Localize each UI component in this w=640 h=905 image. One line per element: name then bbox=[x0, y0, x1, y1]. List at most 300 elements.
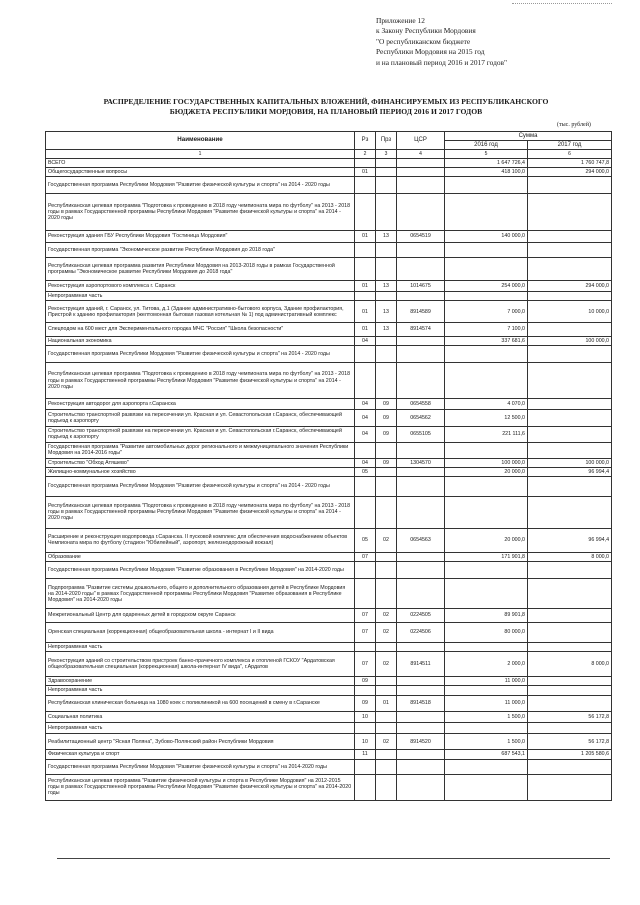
row-rz: 05 bbox=[355, 528, 376, 552]
table-row bbox=[46, 323, 612, 336]
row-value-2017 bbox=[528, 231, 612, 242]
row-prz bbox=[376, 642, 397, 651]
row-name: Непрограммная часть bbox=[46, 292, 355, 301]
row-prz: 13 bbox=[376, 323, 397, 336]
row-rz bbox=[355, 442, 376, 458]
row-rz bbox=[355, 477, 376, 496]
row-rz bbox=[355, 242, 376, 257]
header-prz: Прз bbox=[376, 132, 397, 150]
units-label: (тыс. рублей) bbox=[557, 122, 591, 128]
table-row bbox=[46, 468, 612, 477]
row-value-2017: 56 172,8 bbox=[528, 711, 612, 722]
row-value-2017 bbox=[528, 579, 612, 609]
column-number: 5 bbox=[445, 150, 528, 158]
row-rz: 01 bbox=[355, 231, 376, 242]
table-row bbox=[46, 336, 612, 345]
row-value-2016: 1 500,0 bbox=[445, 734, 528, 750]
row-csr bbox=[397, 579, 445, 609]
header-2016: 2016 год bbox=[445, 141, 528, 150]
row-value-2016: 11 000,0 bbox=[445, 677, 528, 686]
row-name: Республиканская клиническая больница на 1080 коек с поликлиникой на 600 посещений в смену в г.Саранске bbox=[46, 695, 355, 711]
table-row bbox=[46, 750, 612, 759]
row-name: Общегосударственные вопросы bbox=[46, 167, 355, 176]
table-row bbox=[46, 280, 612, 291]
row-csr: 0654519 bbox=[397, 231, 445, 242]
row-value-2016: 171 901,8 bbox=[445, 552, 528, 561]
row-csr bbox=[397, 176, 445, 193]
row-rz: 01 bbox=[355, 323, 376, 336]
row-value-2017: 10 000,0 bbox=[528, 301, 612, 323]
row-prz bbox=[376, 774, 397, 800]
row-value-2016 bbox=[445, 345, 528, 362]
row-rz: 04 bbox=[355, 399, 376, 410]
row-csr bbox=[397, 552, 445, 561]
row-value-2017 bbox=[528, 477, 612, 496]
row-name: Реабилитационный центр "Ясная Поляна", Зубово-Полянский район Республики Мордовия bbox=[46, 734, 355, 750]
row-value-2017 bbox=[528, 496, 612, 528]
row-prz: 13 bbox=[376, 280, 397, 291]
row-rz bbox=[355, 292, 376, 301]
row-rz: 04 bbox=[355, 458, 376, 467]
table-row bbox=[46, 363, 612, 399]
row-value-2017 bbox=[528, 774, 612, 800]
header-rz: Рз bbox=[355, 132, 376, 150]
row-name: Непрограммная часть bbox=[46, 722, 355, 733]
corner-dotted-mark bbox=[512, 3, 612, 4]
row-value-2016: 20 000,0 bbox=[445, 528, 528, 552]
title-line: БЮДЖЕТА РЕСПУБЛИКИ МОРДОВИЯ, НА ПЛАНОВЫЙ ПЕРИОД 2016 И 2017 ГОДОВ bbox=[169, 106, 483, 116]
row-name: Межрегиональный Центр для одаренных детей в городском округе Саранск bbox=[46, 609, 355, 622]
row-csr bbox=[397, 158, 445, 167]
row-value-2017: 100 000,0 bbox=[528, 336, 612, 345]
row-prz bbox=[376, 750, 397, 759]
row-csr bbox=[397, 496, 445, 528]
row-value-2017 bbox=[528, 176, 612, 193]
row-prz bbox=[376, 336, 397, 345]
row-value-2016: 7 100,0 bbox=[445, 323, 528, 336]
header-name: Наименование bbox=[46, 132, 355, 150]
row-prz bbox=[376, 194, 397, 231]
header-2017: 2017 год bbox=[528, 141, 612, 150]
row-csr bbox=[397, 345, 445, 362]
appendix-note bbox=[376, 16, 507, 68]
row-prz bbox=[376, 759, 397, 774]
row-rz: 04 bbox=[355, 336, 376, 345]
column-number: 1 bbox=[46, 150, 355, 158]
row-value-2016: 12 500,0 bbox=[445, 410, 528, 426]
row-value-2016 bbox=[445, 759, 528, 774]
table-row bbox=[46, 609, 612, 622]
row-name: Подпрограмма "Развитие системы дошкольного, общего и дополнительного образования детей в Республике Мордовия на 2014-2020 годы" в рамках Государственной программы Республики Мордовия "Развитие образования в Республике Мордовия" на 2014-2020 годы bbox=[46, 579, 355, 609]
row-name: Государственная программа Республики Мордовия "Развитие физической культуры и спорта" на 2014 - 2020 годы bbox=[46, 176, 355, 193]
row-value-2016: 140 000,0 bbox=[445, 231, 528, 242]
row-name: Строительство транспортной развязки на пересечении ул. Красная и ул. Севастопольская г.Саранск, обеспечивающей подъезд к аэропорту bbox=[46, 426, 355, 442]
table-row bbox=[46, 711, 612, 722]
row-csr: 8914520 bbox=[397, 734, 445, 750]
row-value-2016: 89 901,8 bbox=[445, 609, 528, 622]
row-prz bbox=[376, 552, 397, 561]
table-row bbox=[46, 562, 612, 579]
row-prz bbox=[376, 722, 397, 733]
allocation-table bbox=[45, 131, 612, 801]
row-prz bbox=[376, 442, 397, 458]
row-name: Государственная программа Республики Мордовия "Развитие физической культуры и спорта" на 2014 - 2020 годы bbox=[46, 477, 355, 496]
row-value-2016: 221 111,6 bbox=[445, 426, 528, 442]
row-value-2017 bbox=[528, 695, 612, 711]
row-value-2016 bbox=[445, 292, 528, 301]
table-row bbox=[46, 677, 612, 686]
row-value-2016 bbox=[445, 496, 528, 528]
row-rz: 07 bbox=[355, 622, 376, 642]
table-body bbox=[46, 158, 612, 800]
row-name: Строительство "Обход Атяшево" bbox=[46, 458, 355, 467]
row-csr bbox=[397, 750, 445, 759]
row-csr bbox=[397, 257, 445, 280]
row-value-2017 bbox=[528, 642, 612, 651]
row-value-2016 bbox=[445, 477, 528, 496]
row-value-2017 bbox=[528, 759, 612, 774]
row-value-2016: 80 000,0 bbox=[445, 622, 528, 642]
row-prz: 02 bbox=[376, 734, 397, 750]
row-csr bbox=[397, 336, 445, 345]
row-rz: 10 bbox=[355, 734, 376, 750]
row-value-2016 bbox=[445, 774, 528, 800]
appendix-line: Приложение 12 bbox=[376, 16, 425, 25]
table-row bbox=[46, 410, 612, 426]
row-prz bbox=[376, 686, 397, 695]
row-rz: 01 bbox=[355, 167, 376, 176]
row-rz: 09 bbox=[355, 677, 376, 686]
appendix-line: "О республиканском бюджете bbox=[376, 36, 471, 46]
row-name: Непрограммная часть bbox=[46, 686, 355, 695]
row-prz bbox=[376, 711, 397, 722]
row-value-2017 bbox=[528, 609, 612, 622]
row-value-2016: 1 647 726,4 bbox=[445, 158, 528, 167]
row-csr bbox=[397, 562, 445, 579]
row-name: Жилищно-коммунальное хозяйство bbox=[46, 468, 355, 477]
row-value-2016 bbox=[445, 442, 528, 458]
row-name: Реконструкция аэропортового комплекса г. Саранск bbox=[46, 280, 355, 291]
table-row bbox=[46, 652, 612, 677]
row-name: Образование bbox=[46, 552, 355, 561]
row-csr bbox=[397, 242, 445, 257]
row-name: Республиканская целевая программа развития Республики Мордовия на 2013-2018 годы в рамках Государственной программы "Экономическое развитие Республики Мордовия до 2018 года" bbox=[46, 257, 355, 280]
row-value-2017 bbox=[528, 292, 612, 301]
row-value-2016 bbox=[445, 686, 528, 695]
table-row bbox=[46, 579, 612, 609]
row-value-2017 bbox=[528, 426, 612, 442]
row-name: Республиканская целевая программа "Подготовка к проведению в 2018 году чемпионата мира по футболу" на 2013 - 2018 годы в рамках Государственной программы Республики Мордовия "Развитие физической культуры и спорта" на 2014 - 2020 годы bbox=[46, 496, 355, 528]
row-value-2016: 1 500,0 bbox=[445, 711, 528, 722]
row-name: Непрограммная часть bbox=[46, 642, 355, 651]
row-value-2016: 7 000,0 bbox=[445, 301, 528, 323]
row-name: Расширение и реконструкция водопровода г.Саранска. II пусковой комплекс для обеспечения водоснабжением объектов Чемпионата мира по футболу (стадион "Юбилейный", аэропорт, железнодорожный вокзал) bbox=[46, 528, 355, 552]
row-csr: 8914511 bbox=[397, 652, 445, 677]
row-csr bbox=[397, 677, 445, 686]
row-csr: 0654562 bbox=[397, 410, 445, 426]
row-prz: 02 bbox=[376, 652, 397, 677]
appendix-line: Республики Мордовия на 2015 год bbox=[376, 47, 485, 57]
row-prz bbox=[376, 496, 397, 528]
row-csr bbox=[397, 711, 445, 722]
row-rz: 07 bbox=[355, 609, 376, 622]
row-value-2016: 687 543,1 bbox=[445, 750, 528, 759]
footer-rule bbox=[57, 858, 610, 859]
row-csr: 8914518 bbox=[397, 695, 445, 711]
row-value-2017: 294 000,0 bbox=[528, 167, 612, 176]
row-prz: 13 bbox=[376, 301, 397, 323]
row-prz: 02 bbox=[376, 622, 397, 642]
table-row bbox=[46, 774, 612, 800]
column-number: 2 bbox=[355, 150, 376, 158]
table-row bbox=[46, 231, 612, 242]
row-rz: 04 bbox=[355, 426, 376, 442]
row-value-2016 bbox=[445, 642, 528, 651]
row-prz bbox=[376, 677, 397, 686]
row-value-2017: 8 000,0 bbox=[528, 652, 612, 677]
row-csr bbox=[397, 774, 445, 800]
row-value-2017 bbox=[528, 677, 612, 686]
row-rz: 01 bbox=[355, 301, 376, 323]
row-prz bbox=[376, 477, 397, 496]
row-prz bbox=[376, 345, 397, 362]
row-csr bbox=[397, 194, 445, 231]
row-rz bbox=[355, 257, 376, 280]
row-value-2016: 418 100,0 bbox=[445, 167, 528, 176]
row-value-2016: 20 000,0 bbox=[445, 468, 528, 477]
row-prz: 09 bbox=[376, 426, 397, 442]
row-prz: 02 bbox=[376, 528, 397, 552]
row-value-2017: 96 994,4 bbox=[528, 528, 612, 552]
row-prz: 02 bbox=[376, 609, 397, 622]
row-value-2017 bbox=[528, 194, 612, 231]
row-value-2017 bbox=[528, 722, 612, 733]
row-value-2016: 100 000,0 bbox=[445, 458, 528, 467]
row-value-2017 bbox=[528, 323, 612, 336]
row-name: Реконструкция зданий со строительством пристроек банно-прачечного комплекса и отопленой ГСКОУ "Ардатовская общеобразовательная специальная (коррекционная) школа-интернат IV вида", г.Ардатов bbox=[46, 652, 355, 677]
row-prz bbox=[376, 292, 397, 301]
row-rz bbox=[355, 345, 376, 362]
row-name: ВСЕГО bbox=[46, 158, 355, 167]
table-row bbox=[46, 477, 612, 496]
table-row bbox=[46, 242, 612, 257]
row-name: Реконструкция зданий, г. Саранск, ул. Титова, д.1 (Здание административно-бытового корпуса, Здание профилактория, Пристрой к зданию профилактория (желтомонная бытовая газовая котельная № 1) под административный комплекс bbox=[46, 301, 355, 323]
table-header bbox=[46, 132, 612, 159]
row-rz bbox=[355, 774, 376, 800]
row-value-2016: 254 000,0 bbox=[445, 280, 528, 291]
row-value-2016 bbox=[445, 579, 528, 609]
row-rz bbox=[355, 579, 376, 609]
row-csr bbox=[397, 167, 445, 176]
row-csr: 1304570 bbox=[397, 458, 445, 467]
table-row bbox=[46, 158, 612, 167]
row-prz: 09 bbox=[376, 399, 397, 410]
row-csr: 0654558 bbox=[397, 399, 445, 410]
row-value-2016 bbox=[445, 257, 528, 280]
table-row bbox=[46, 695, 612, 711]
column-number: 6 bbox=[528, 150, 612, 158]
row-name: Государственная программа Республики Мордовия "Развитие образования в Республике Мордовия" на 2014-2020 годы bbox=[46, 562, 355, 579]
row-name: Строительство транспортной развязки на пересечении ул. Красная и ул. Севастопольская г.Саранск, обеспечивающей подъезд к аэропорту bbox=[46, 410, 355, 426]
row-rz: 04 bbox=[355, 410, 376, 426]
row-value-2016 bbox=[445, 176, 528, 193]
table-row bbox=[46, 496, 612, 528]
row-prz: 09 bbox=[376, 410, 397, 426]
row-value-2017 bbox=[528, 242, 612, 257]
row-rz: 01 bbox=[355, 280, 376, 291]
row-prz: 09 bbox=[376, 458, 397, 467]
table-row bbox=[46, 399, 612, 410]
row-value-2017 bbox=[528, 363, 612, 399]
row-name: Государственная программа "Развитие автомобильных дорог регионального и межмуниципального значения Республики Мордовия на 2014-2016 годы" bbox=[46, 442, 355, 458]
row-name: Государственная программа "Экономическое развитие Республики Мордовия до 2018 года" bbox=[46, 242, 355, 257]
row-value-2017 bbox=[528, 345, 612, 362]
table-row bbox=[46, 301, 612, 323]
header-csr: ЦСР bbox=[397, 132, 445, 150]
row-prz bbox=[376, 468, 397, 477]
row-prz bbox=[376, 363, 397, 399]
row-value-2017 bbox=[528, 442, 612, 458]
row-name: Республиканская целевая программа "Развитие физической культуры и спорта в Республике Мордовия" на 2012-2015 годы в рамках Государственной программы Республики Мордовия "Развитие физической культуры и спорта" на 2014-2020 годы bbox=[46, 774, 355, 800]
table-row bbox=[46, 257, 612, 280]
row-value-2017 bbox=[528, 622, 612, 642]
row-rz bbox=[355, 562, 376, 579]
row-value-2017 bbox=[528, 410, 612, 426]
row-name: Государственная программа Республики Мордовия "Развитие физической культуры и спорта" на 2014-2020 годы bbox=[46, 759, 355, 774]
row-csr bbox=[397, 686, 445, 695]
appendix-line: к Закону Республики Мордовия bbox=[376, 26, 476, 36]
row-prz: 13 bbox=[376, 231, 397, 242]
row-name: Здравоохранение bbox=[46, 677, 355, 686]
row-csr bbox=[397, 722, 445, 733]
row-rz bbox=[355, 194, 376, 231]
row-prz bbox=[376, 257, 397, 280]
row-value-2016 bbox=[445, 194, 528, 231]
row-value-2016: 337 681,6 bbox=[445, 336, 528, 345]
row-prz bbox=[376, 242, 397, 257]
row-rz bbox=[355, 722, 376, 733]
table-row bbox=[46, 622, 612, 642]
table-row bbox=[46, 167, 612, 176]
row-rz: 07 bbox=[355, 652, 376, 677]
row-name: Республиканская целевая программа "Подготовка к проведению в 2018 году чемпионата мира по футболу" на 2013 - 2018 годы в рамках Государственной программы Республики Мордовия "Развитие физической культуры и спорта" на 2014 - 2020 годы bbox=[46, 363, 355, 399]
row-rz bbox=[355, 363, 376, 399]
row-prz bbox=[376, 158, 397, 167]
row-value-2016 bbox=[445, 562, 528, 579]
row-value-2017 bbox=[528, 257, 612, 280]
row-rz: 11 bbox=[355, 750, 376, 759]
row-rz: 05 bbox=[355, 468, 376, 477]
row-name: Государственная программа Республики Мордовия "Развитие физической культуры и спорта" на 2014 - 2020 годы bbox=[46, 345, 355, 362]
row-rz bbox=[355, 759, 376, 774]
row-name: Реконструкция здания ГБУ Республики Мордовия "Гостиница Мордовия" bbox=[46, 231, 355, 242]
row-name: Социальная политика bbox=[46, 711, 355, 722]
row-value-2016: 4 070,0 bbox=[445, 399, 528, 410]
table-row bbox=[46, 528, 612, 552]
table-row bbox=[46, 176, 612, 193]
row-value-2016 bbox=[445, 242, 528, 257]
row-prz bbox=[376, 579, 397, 609]
row-prz: 01 bbox=[376, 695, 397, 711]
row-value-2017: 294 000,0 bbox=[528, 280, 612, 291]
header-sum: Сумма bbox=[445, 132, 612, 141]
row-value-2016: 2 000,0 bbox=[445, 652, 528, 677]
row-rz: 07 bbox=[355, 552, 376, 561]
row-csr bbox=[397, 442, 445, 458]
row-rz bbox=[355, 642, 376, 651]
row-value-2017 bbox=[528, 399, 612, 410]
row-rz bbox=[355, 686, 376, 695]
table-row bbox=[46, 292, 612, 301]
table-row bbox=[46, 426, 612, 442]
row-value-2017: 8 000,0 bbox=[528, 552, 612, 561]
row-csr bbox=[397, 468, 445, 477]
row-csr bbox=[397, 642, 445, 651]
row-rz bbox=[355, 176, 376, 193]
table-row bbox=[46, 722, 612, 733]
row-rz bbox=[355, 496, 376, 528]
row-rz: 09 bbox=[355, 695, 376, 711]
row-value-2017: 100 000,0 bbox=[528, 458, 612, 467]
row-value-2017 bbox=[528, 686, 612, 695]
row-name: Реконструкция автодорог для аэропорта г.Саранска bbox=[46, 399, 355, 410]
row-csr: 0224505 bbox=[397, 609, 445, 622]
row-csr: 8914589 bbox=[397, 301, 445, 323]
row-prz bbox=[376, 176, 397, 193]
row-csr bbox=[397, 292, 445, 301]
row-value-2017: 1 205 580,6 bbox=[528, 750, 612, 759]
row-name: Спецподом на 600 мест для Экспериментального городка МЧС "Россия" "Школа безопасности" bbox=[46, 323, 355, 336]
row-csr: 0224506 bbox=[397, 622, 445, 642]
row-value-2017: 56 172,8 bbox=[528, 734, 612, 750]
row-csr bbox=[397, 759, 445, 774]
row-csr: 0655105 bbox=[397, 426, 445, 442]
row-prz bbox=[376, 167, 397, 176]
row-name: Национальная экономика bbox=[46, 336, 355, 345]
column-number: 3 bbox=[376, 150, 397, 158]
row-csr bbox=[397, 477, 445, 496]
row-csr: 1014675 bbox=[397, 280, 445, 291]
row-name: Республиканская целевая программа "Подготовка к проведению в 2018 году чемпионата мира по футболу" на 2013 - 2018 годы в рамках Государственной программы Республики Мордовия "Развитие физической культуры и спорта" на 2014 - 2020 годы bbox=[46, 194, 355, 231]
column-number: 4 bbox=[397, 150, 445, 158]
row-csr bbox=[397, 363, 445, 399]
row-value-2016 bbox=[445, 363, 528, 399]
row-name: Оренская специальная (коррекционная) общеобразовательная школа - интернат I и II вида bbox=[46, 622, 355, 642]
table-row bbox=[46, 552, 612, 561]
table-row bbox=[46, 734, 612, 750]
table-row bbox=[46, 458, 612, 467]
row-value-2016: 11 000,0 bbox=[445, 695, 528, 711]
row-value-2016 bbox=[445, 722, 528, 733]
table-row bbox=[46, 345, 612, 362]
table-row bbox=[46, 759, 612, 774]
table-row bbox=[46, 194, 612, 231]
table-row bbox=[46, 642, 612, 651]
title-line: РАСПРЕДЕЛЕНИЕ ГОСУДАРСТВЕННЫХ КАПИТАЛЬНЫХ ВЛОЖЕНИЙ, ФИНАНСИРУЕМЫХ ИЗ РЕСПУБЛИКАНСКОГО bbox=[103, 97, 549, 106]
row-value-2017: 1 760 747,8 bbox=[528, 158, 612, 167]
row-rz: 10 bbox=[355, 711, 376, 722]
row-prz bbox=[376, 562, 397, 579]
table-row bbox=[46, 442, 612, 458]
row-name: Физическая культура и спорт bbox=[46, 750, 355, 759]
row-rz bbox=[355, 158, 376, 167]
table-row bbox=[46, 686, 612, 695]
row-value-2017: 96 994,4 bbox=[528, 468, 612, 477]
document-title bbox=[40, 97, 612, 116]
appendix-line: и на плановый период 2016 и 2017 годов" bbox=[376, 57, 508, 67]
row-csr: 0654563 bbox=[397, 528, 445, 552]
row-value-2017 bbox=[528, 562, 612, 579]
